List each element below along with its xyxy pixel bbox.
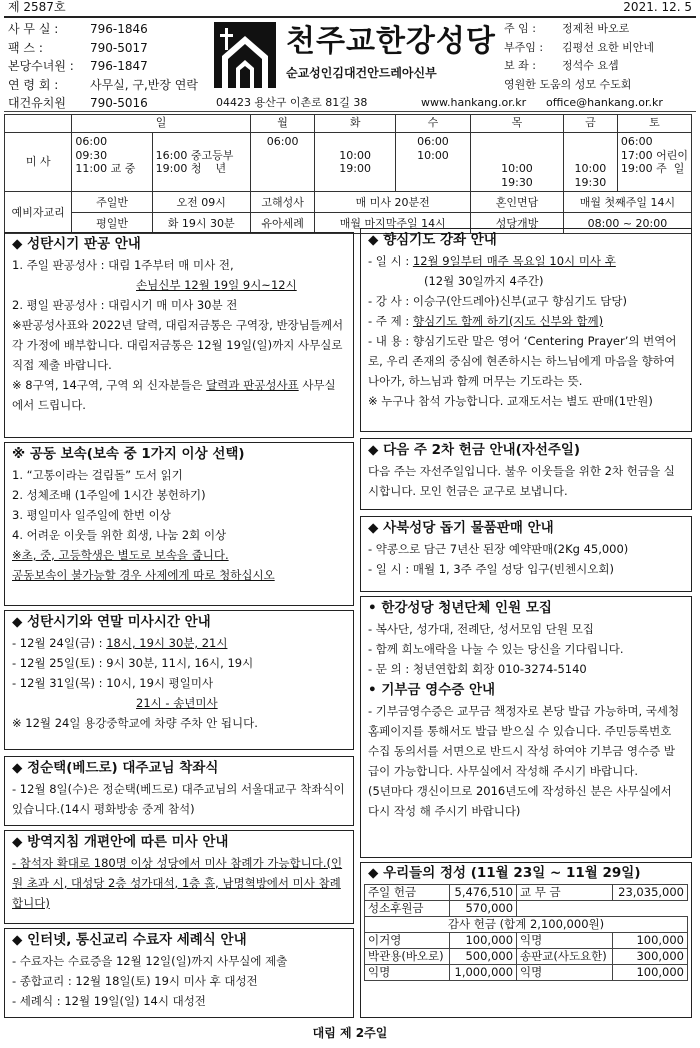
contact-value: 790-5017 xyxy=(90,40,148,55)
notice-paragraph: - 기부금영수증은 교무금 책정자로 본당 발급 가능하며, 국세청 홈페이지를 통해서도 발급 받으실 수 있습니다. 주민등록번호 수집 동의서를 서면으로 반드시 작성 하여야 기부금 영수증 발급이 가능합니다. 사무실에서 작성해 주시기 바랍니다. xyxy=(368,703,680,778)
notice-title: ◆ 인터넷, 통신교리 수료자 세례식 안내 xyxy=(12,932,247,948)
notice-line: 손님신부 12월 19일 9시~12시 xyxy=(136,277,297,292)
staff-name: 김평선 요한 비안네 xyxy=(562,40,655,54)
notice-line: 4. 어려운 이웃들 위한 희생, 나눔 2회 이상 xyxy=(12,527,227,542)
contact-label: 사 무 실 : xyxy=(8,22,59,36)
notice-sabuk-sale xyxy=(360,516,692,592)
staff-name: 영원한 도움의 성모 수도회 xyxy=(504,77,632,91)
notice-youth-donation xyxy=(360,596,692,858)
day-header: 월 xyxy=(250,115,315,133)
notice-paragraph: 다음 주는 자선주일입니다. 불우 이웃들을 위한 2차 헌금을 실시합니다. 모인 헌금은 교구로 보냅니다. xyxy=(368,463,675,498)
mass-time: 06:00 xyxy=(250,133,315,192)
contact-label: 대건유치원 xyxy=(8,96,66,110)
notice-line: ※ 12월 24일 용강중학교에 차량 주차 안 됩니다. xyxy=(12,715,258,730)
notice-line: ※ 누구나 참석 가능합니다. 교재도서는 별도 판매(1만원) xyxy=(368,393,653,408)
notice-mass-times xyxy=(4,610,354,750)
day-header: 일 xyxy=(72,115,250,133)
notice-line: 21시 - 송년미사 xyxy=(136,695,218,710)
notice-paragraph: - 참석자 확대로 180명 이상 성당에서 미사 참례가 가능합니다.(인원 초과 시, 대성당 2층 성가대석, 1층 홀, 남명혁방에서 미사 참례합니다) xyxy=(12,855,343,910)
notice-line: ※초, 중, 고등학생은 별도로 보속을 줍니다. xyxy=(12,547,229,562)
notice-paragraph: ※판공성사표와 2022년 달력, 대림저금통은 구역장, 반장님들께서 각 가정에 배부합니다. 대림저금통은 12월 19일(일)까지 사무실로 직접 제출 바랍니다. xyxy=(12,317,344,372)
parish-name: 천주교한강성당 xyxy=(286,24,496,59)
offering-label: 성소후원금 xyxy=(365,900,450,916)
schedule-cell: 평일반 xyxy=(72,213,152,234)
notice-title: • 기부금 영수증 안내 xyxy=(368,681,496,698)
notice-line: - 강 사 : 이승구(안드레아)신부(교구 향심기도 담당) xyxy=(368,293,627,308)
website-link[interactable]: www.hankang.or.kr xyxy=(421,96,527,110)
offering-table xyxy=(364,884,688,981)
notice-line: - 12월 24일(금) : 18시, 19시 30분, 21시 xyxy=(12,635,228,650)
offering-value: 23,035,000 xyxy=(613,884,688,900)
notice-baptism xyxy=(4,928,354,1018)
notice-paragraph: - 내 용 : 향심기도란 말은 영어 ‘Centering Prayer’의 번역어로, 우리 존재의 중심에 현존하시는 하느님에게 마음을 향하여 나아가, 하느님과 함께 머무는 기도라는 뜻. xyxy=(368,333,677,388)
catechism-label: 예비자교리 xyxy=(5,192,72,234)
contact-value: 790-5016 xyxy=(90,96,148,110)
notice-title: ※ 공동 보속(보속 중 1가지 이상 선택) xyxy=(12,446,245,462)
notice-line: 공동보속이 불가능할 경우 사제에게 따로 청하십시오 xyxy=(12,567,275,582)
mass-time: 10:00 19:30 xyxy=(563,133,617,192)
notice-title: ◆ 다음 주 2차 헌금 안내(자선주일) xyxy=(368,442,581,458)
mass-time: 16:00 중고등부 19:00 청 년 xyxy=(152,133,250,192)
day-header: 금 xyxy=(563,115,617,133)
contact-value: 사무실, 구,반장 연락 xyxy=(90,77,198,92)
day-header: 수 xyxy=(395,115,470,133)
mass-time: 10:00 19:00 xyxy=(315,133,395,192)
notice-line: 2. 평일 판공성사 : 대림시기 매 미사 30분 전 xyxy=(12,297,238,312)
offering-label: 교 무 금 xyxy=(517,884,613,900)
donor-row: 박관용(바오로) 500,000 송판교(사도요한) 300,000 xyxy=(365,948,688,964)
offering-value: 570,000 xyxy=(449,900,516,916)
mass-time: 06:00 09:30 11:00 교 중 xyxy=(72,133,152,192)
notice-line: - 세례식 : 12월 19일(일) 14시 대성전 xyxy=(12,993,206,1008)
notice-line: - 주 제 : 향심기도 함께 하기(지도 신부와 함께) xyxy=(368,313,604,328)
address-bar xyxy=(4,96,696,112)
donor-row: 이거영 100,000 익명 100,000 xyxy=(365,932,688,948)
parish-logo xyxy=(214,22,504,92)
notice-second-collection xyxy=(360,438,692,510)
notice-common-penance xyxy=(4,442,354,606)
notice-line: 1. “고통이라는 걸림돌” 도서 읽기 xyxy=(12,467,183,482)
church-icon xyxy=(214,22,276,88)
schedule-cell: 08:00 ~ 20:00 xyxy=(563,213,691,234)
notice-line: (12월 30일까지 4주간) xyxy=(424,273,544,288)
donor-row: 익명 1,000,000 익명 100,000 xyxy=(365,964,688,980)
day-header: 화 xyxy=(315,115,395,133)
schedule-cell: 매월 첫째주일 14시 xyxy=(563,192,691,213)
notice-line: - 일 시 : 12월 9일부터 매주 목요일 10시 미사 후 xyxy=(368,253,616,268)
notice-title: ◆ 방역지침 개편안에 따른 미사 안내 xyxy=(12,834,229,850)
notice-archbishop xyxy=(4,756,354,826)
notice-quarantine xyxy=(4,830,354,924)
prayer-row xyxy=(5,192,692,213)
mass-row xyxy=(5,133,692,192)
schedule-header-row xyxy=(5,115,692,133)
contact-value: 796-1846 xyxy=(90,22,148,36)
staff-role: 주 임 : xyxy=(504,22,536,35)
notice-title: ◆ 성탄시기 판공 안내 xyxy=(12,236,141,252)
mass-time: 10:00 19:30 xyxy=(471,133,564,192)
schedule-cell: 주일반 xyxy=(72,192,152,213)
day-header: 목 xyxy=(471,115,564,133)
notice-line: - 12월 31일(목) : 10시, 19시 평일미사 xyxy=(12,675,214,690)
header xyxy=(4,20,696,112)
staff-role: 부주임 : xyxy=(504,40,544,54)
notice-paragraph: - 12월 8일(수)은 정순택(베드로) 대주교님의 서울대교구 착좌식이 있습니다.(14시 평화방송 중계 참석) xyxy=(12,781,345,816)
notice-line: - 함께 희노애락을 나눌 수 있는 당신을 기다립니다. xyxy=(368,641,624,656)
schedule-table xyxy=(4,114,692,234)
notice-line: - 복사단, 성가대, 전례단, 성서모임 단원 모집 xyxy=(368,621,594,636)
notice-line: 1. 주일 판공성사 : 대림 1주부터 매 미사 전, xyxy=(12,257,234,272)
liturgical-week: 대림 제 2주일 xyxy=(312,1026,388,1040)
notice-christmas-confession xyxy=(4,232,354,438)
staff-role: 보 좌 : xyxy=(504,59,536,72)
issue-number: 제 2587호 xyxy=(8,0,66,15)
mass-time: 06:00 17:00 어린이 19:00 주 일 xyxy=(617,133,691,192)
schedule-cell: 오전 09시 xyxy=(152,192,250,213)
contact-label: 연 령 회 : xyxy=(8,77,59,92)
notice-paragraph: ※ 8구역, 14구역, 구역 외 신자분들은 달력과 판공성사표 사무실에서 드립니다. xyxy=(12,377,336,412)
notice-line: - 일 시 : 매월 1, 3주 주일 성당 입구(빈첸시오회) xyxy=(368,561,614,576)
issue-bar xyxy=(4,2,696,18)
contact-label: 본당수녀원 : xyxy=(8,59,74,73)
offering-report xyxy=(360,862,692,1018)
notice-line: - 약콩으로 담근 7년산 된장 예약판매(2Kg 45,000) xyxy=(368,541,629,556)
day-header: 토 xyxy=(617,115,691,133)
schedule-cell: 고해성사 xyxy=(250,192,315,213)
notice-title: ◆ 향심기도 강좌 안내 xyxy=(368,232,497,248)
email-link[interactable]: office@hankang.or.kr xyxy=(546,96,663,110)
staff-name: 정제천 바오로 xyxy=(562,22,630,35)
staff-name: 정석수 요셉 xyxy=(562,59,619,72)
offering-label: 주일 헌금 xyxy=(365,884,450,900)
mass-time: 06:00 10:00 xyxy=(395,133,470,192)
schedule-cell: 매 미사 20분전 xyxy=(315,192,471,213)
notice-line: 3. 평일미사 일주일에 한번 이상 xyxy=(12,507,171,522)
schedule-cell: 성당개방 xyxy=(471,213,564,234)
notice-centering-prayer xyxy=(360,228,692,432)
notice-line: - 수료자는 수료증을 12월 12일(일)까지 사무실에 제출 xyxy=(12,953,288,968)
schedule-cell: 혼인면담 xyxy=(471,192,564,213)
notice-title: ◆ 사북성당 돕기 물품판매 안내 xyxy=(368,520,554,536)
mass-label: 미 사 xyxy=(5,133,72,192)
notice-line: 2. 성체조배 (1주일에 1시간 봉헌하기) xyxy=(12,487,206,502)
notice-title: ◆ 정순택(베드로) 대주교님 착좌식 xyxy=(12,760,219,776)
notice-title: • 한강성당 청년단체 인원 모집 xyxy=(368,600,552,616)
issue-date: 2021. 12. 5 xyxy=(623,0,692,15)
contact-label: 팩 스 : xyxy=(8,40,43,55)
thanks-offering-header: 감사 헌금 (합계 2,100,000원) xyxy=(365,916,688,932)
address: 04423 용산구 이촌로 81길 38 xyxy=(216,96,368,110)
notice-title: ◆ 우리들의 정성 (11월 23일 ~ 11월 29일) xyxy=(368,865,641,881)
notice-line: - 문 의 : 청년연합회 회장 010-3274-5140 xyxy=(368,661,587,676)
notice-line: - 종합교리 : 12월 18일(토) 19시 미사 후 대성전 xyxy=(12,973,258,988)
schedule-cell: 유아세례 xyxy=(250,213,315,234)
schedule-cell: 매월 마지막주일 14시 xyxy=(315,213,471,234)
notice-line: - 12월 25일(토) : 9시 30분, 11시, 16시, 19시 xyxy=(12,655,254,670)
notice-paragraph: (5년마다 갱신이므로 2016년도에 작성하신 분은 사무실에서 다시 작성 해 주시기 바랍니다) xyxy=(368,783,672,818)
notice-title: ◆ 성탄시기와 연말 미사시간 안내 xyxy=(12,614,211,630)
staff-list xyxy=(504,20,694,94)
contact-value: 796-1847 xyxy=(90,59,148,73)
parish-patron: 순교성인김대건안드레아신부 xyxy=(286,66,437,80)
offering-value: 5,476,510 xyxy=(449,884,516,900)
schedule-cell: 화 19시 30분 xyxy=(152,213,250,234)
